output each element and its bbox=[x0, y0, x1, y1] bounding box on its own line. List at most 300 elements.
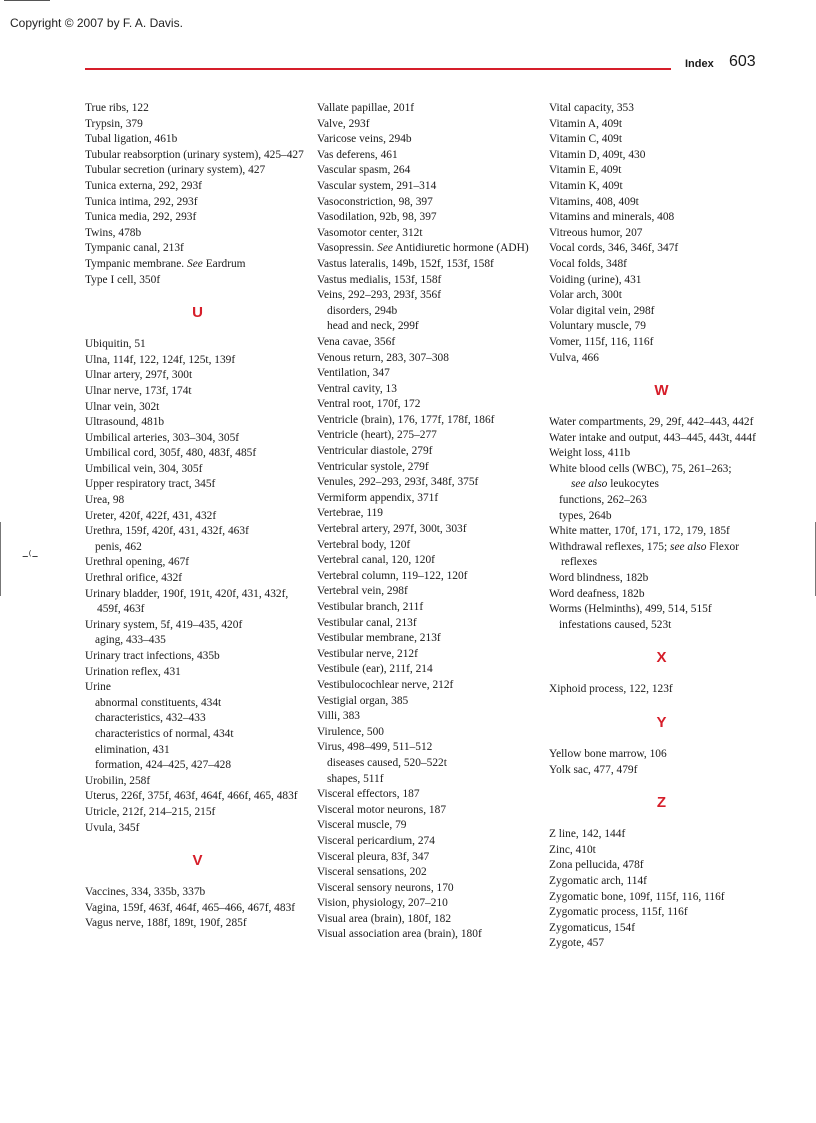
entry-text: Ulnar vein, 302t bbox=[85, 400, 160, 413]
index-entry bbox=[549, 763, 774, 779]
index-entry bbox=[317, 195, 542, 211]
index-entry bbox=[549, 257, 774, 273]
entry-text: Tunica media, 292, 293f bbox=[85, 211, 197, 224]
index-column-1 bbox=[85, 101, 310, 932]
entry-text: Vasomotor center, 312t bbox=[317, 226, 423, 239]
entry-text: Ventricle (brain), 176, 177f, 178f, 186f bbox=[317, 413, 495, 426]
entry-text: Tubular secretion (urinary system), 427 bbox=[85, 164, 266, 177]
entry-text: Volar arch, 300t bbox=[549, 289, 622, 302]
index-entry bbox=[549, 446, 774, 462]
index-subentry bbox=[85, 743, 310, 759]
entry-text: elimination, 431 bbox=[95, 743, 170, 756]
entry-text: Tympanic membrane. bbox=[85, 257, 185, 270]
index-subentry bbox=[85, 758, 310, 774]
index-entry bbox=[549, 587, 774, 603]
index-entry bbox=[317, 335, 542, 351]
index-entry bbox=[549, 540, 774, 571]
index-entry bbox=[85, 446, 310, 462]
entry-text: Venous return, 283, 307–308 bbox=[317, 351, 449, 364]
entry-text: Vermiform appendix, 371f bbox=[317, 491, 439, 504]
entry-text: Volar digital vein, 298f bbox=[549, 304, 655, 317]
entry-text: Vallate papillae, 201f bbox=[317, 102, 415, 114]
index-entry bbox=[85, 587, 310, 618]
index-entry bbox=[549, 415, 774, 431]
entry-text: types, 264b bbox=[559, 509, 612, 522]
entry-text: Urination reflex, 431 bbox=[85, 665, 181, 678]
index-entry bbox=[317, 818, 542, 834]
cross-reference-label: see also bbox=[670, 540, 707, 553]
entry-text: Vitamin E, 409t bbox=[549, 164, 622, 177]
entry-text: Vasodilation, 92b, 98, 397 bbox=[317, 211, 437, 224]
index-entry bbox=[85, 774, 310, 790]
entry-text: Ventral root, 170f, 172 bbox=[317, 398, 421, 411]
entry-text: V bbox=[192, 852, 203, 870]
entry-text: Visual association area (brain), 180f bbox=[317, 928, 482, 941]
index-entry bbox=[549, 335, 774, 351]
entry-text: Vitamin C, 409t bbox=[549, 133, 623, 146]
entry-text: Zygomatic process, 115f, 116f bbox=[549, 906, 688, 919]
entry-text: Vocal cords, 346, 346f, 347f bbox=[549, 242, 679, 255]
index-entry bbox=[85, 649, 310, 665]
entry-text: Zygomaticus, 154f bbox=[549, 921, 636, 934]
entry-text: Vision, physiology, 207–210 bbox=[317, 897, 448, 910]
index-entry bbox=[85, 916, 310, 932]
entry-text: Vitreous humor, 207 bbox=[549, 226, 643, 239]
index-entry bbox=[85, 431, 310, 447]
index-entry bbox=[549, 132, 774, 148]
index-entry bbox=[549, 874, 774, 890]
entry-text: Vestibulocochlear nerve, 212f bbox=[317, 678, 454, 691]
entry-text: Visceral motor neurons, 187 bbox=[317, 803, 447, 816]
index-entry bbox=[317, 226, 542, 242]
entry-text: Ulnar nerve, 173f, 174t bbox=[85, 384, 192, 397]
entry-text: Villi, 383 bbox=[317, 710, 360, 723]
entry-text: Vascular spasm, 264 bbox=[317, 164, 411, 177]
index-entry bbox=[317, 553, 542, 569]
index-entry bbox=[85, 148, 310, 164]
header-rule bbox=[85, 68, 671, 70]
entry-text: Vitamins, 408, 409t bbox=[549, 195, 639, 208]
page-number: 603 bbox=[729, 53, 756, 70]
index-entry bbox=[317, 506, 542, 522]
index-entry bbox=[317, 117, 542, 133]
entry-text: Uvula, 345f bbox=[85, 821, 140, 834]
index-entry bbox=[85, 680, 310, 696]
entry-text: Zygomatic bone, 109f, 115f, 116, 116f bbox=[549, 890, 725, 903]
index-entry bbox=[85, 273, 310, 289]
cross-reference-label: See bbox=[187, 257, 203, 270]
index-entry bbox=[317, 584, 542, 600]
entry-text: Ulna, 114f, 122, 124f, 125t, 139f bbox=[85, 353, 236, 366]
entry-text: Vomer, 115f, 116, 116f bbox=[549, 335, 654, 348]
index-entry bbox=[549, 571, 774, 587]
entry-text: Ventricular diastole, 279f bbox=[317, 445, 433, 458]
entry-text: Umbilical arteries, 303–304, 305f bbox=[85, 431, 240, 444]
index-entry bbox=[85, 415, 310, 431]
entry-text: Voiding (urine), 431 bbox=[549, 273, 642, 286]
entry-text: Valve, 293f bbox=[317, 117, 370, 130]
entry-text: Vitamin K, 409t bbox=[549, 179, 623, 192]
index-entry bbox=[317, 662, 542, 678]
entry-text: Urethral orifice, 432f bbox=[85, 572, 183, 585]
entry-text: Withdrawal reflexes, 175; bbox=[549, 540, 668, 553]
index-entry bbox=[549, 148, 774, 164]
entry-text: Ventilation, 347 bbox=[317, 367, 390, 380]
index-entry bbox=[549, 524, 774, 540]
entry-text: U bbox=[192, 304, 203, 322]
section-letter bbox=[85, 852, 310, 870]
index-entry bbox=[85, 509, 310, 525]
entry-text: Tubular reabsorption (urinary system), 425–427 bbox=[85, 148, 304, 161]
index-entry bbox=[549, 273, 774, 289]
index-entry bbox=[549, 210, 774, 226]
index-entry bbox=[549, 431, 774, 447]
section-letter bbox=[549, 714, 774, 732]
index-entry bbox=[317, 647, 542, 663]
entry-text: Vena cavae, 356f bbox=[317, 335, 396, 348]
index-entry bbox=[549, 195, 774, 211]
entry-text: Vas deferens, 461 bbox=[317, 148, 398, 161]
entry-text: penis, 462 bbox=[95, 540, 142, 553]
index-entry bbox=[317, 631, 542, 647]
entry-text: Urethral opening, 467f bbox=[85, 556, 190, 569]
entry-text: Vitamins and minerals, 408 bbox=[549, 211, 675, 224]
index-entry bbox=[85, 665, 310, 681]
entry-text: Vestibular nerve, 212f bbox=[317, 647, 418, 660]
entry-text: Vasoconstriction, 98, 397 bbox=[317, 195, 433, 208]
index-subentry bbox=[549, 493, 774, 509]
index-entry bbox=[85, 901, 310, 917]
index-subentry bbox=[317, 304, 542, 320]
entry-text: Urine bbox=[85, 681, 111, 694]
index-entry bbox=[549, 905, 774, 921]
entry-text: Upper respiratory tract, 345f bbox=[85, 478, 216, 491]
index-entry bbox=[549, 827, 774, 843]
index-entry bbox=[85, 400, 310, 416]
index-entry bbox=[317, 896, 542, 912]
index-entry bbox=[317, 273, 542, 289]
index-entry bbox=[549, 843, 774, 859]
entry-text: Vaccines, 334, 335b, 337b bbox=[85, 886, 206, 899]
index-entry bbox=[317, 740, 542, 756]
entry-text: Twins, 478b bbox=[85, 226, 142, 239]
cross-reference-target: Eardrum bbox=[205, 257, 246, 270]
entry-text: Visceral sensory neurons, 170 bbox=[317, 881, 454, 894]
section-letter bbox=[549, 649, 774, 667]
index-subentry bbox=[549, 509, 774, 525]
index-entry bbox=[549, 241, 774, 257]
entry-text: head and neck, 299f bbox=[327, 320, 419, 333]
index-entry bbox=[317, 382, 542, 398]
index-entry bbox=[85, 163, 310, 179]
index-entry bbox=[317, 787, 542, 803]
index-entry bbox=[549, 163, 774, 179]
index-entry bbox=[85, 195, 310, 211]
index-entry bbox=[549, 319, 774, 335]
index-subentry bbox=[85, 711, 310, 727]
entry-text: Ultrasound, 481b bbox=[85, 416, 165, 429]
index-entry bbox=[317, 460, 542, 476]
index-entry bbox=[85, 493, 310, 509]
entry-text: infestations caused, 523t bbox=[559, 618, 672, 631]
index-entry bbox=[317, 241, 542, 257]
entry-text: Vertebral body, 120f bbox=[317, 538, 411, 551]
entry-text: Vertebral vein, 298f bbox=[317, 585, 408, 598]
entry-text: Vestibular membrane, 213f bbox=[317, 632, 441, 645]
entry-text: Vertebral artery, 297f, 300t, 303f bbox=[317, 523, 467, 536]
entry-text: characteristics of normal, 434t bbox=[95, 727, 234, 740]
index-subentry bbox=[85, 540, 310, 556]
index-entry bbox=[85, 241, 310, 257]
index-entry bbox=[85, 257, 310, 273]
index-entry bbox=[85, 555, 310, 571]
entry-text: Ureter, 420f, 422f, 431, 432f bbox=[85, 509, 217, 522]
index-entry bbox=[85, 805, 310, 821]
index-entry bbox=[317, 366, 542, 382]
entry-text: Z bbox=[656, 794, 667, 812]
entry-text: Z line, 142, 144f bbox=[549, 828, 626, 841]
index-entry bbox=[317, 912, 542, 928]
index-subentry bbox=[85, 633, 310, 649]
index-entry bbox=[317, 444, 542, 460]
entry-text: Umbilical vein, 304, 305f bbox=[85, 462, 203, 475]
entry-text: Visceral pleura, 83f, 347 bbox=[317, 850, 430, 863]
entry-text: Vestibular branch, 211f bbox=[317, 601, 424, 613]
entry-text: Zygote, 457 bbox=[549, 937, 605, 950]
entry-text: Yellow bone marrow, 106 bbox=[549, 748, 667, 760]
index-entry bbox=[549, 890, 774, 906]
entry-text: Varicose veins, 294b bbox=[317, 133, 412, 146]
index-entry bbox=[549, 747, 774, 763]
index-entry bbox=[85, 132, 310, 148]
index-entry bbox=[317, 163, 542, 179]
entry-text: Urinary tract infections, 435b bbox=[85, 650, 220, 662]
entry-text: Visceral sensations, 202 bbox=[317, 866, 427, 879]
index-entry bbox=[317, 428, 542, 444]
entry-text: characteristics, 432–433 bbox=[95, 712, 206, 725]
index-entry bbox=[317, 616, 542, 632]
index-entry bbox=[85, 384, 310, 400]
entry-text: aging, 433–435 bbox=[95, 634, 166, 647]
index-entry bbox=[549, 462, 774, 478]
index-entry bbox=[85, 821, 310, 837]
index-subentry bbox=[85, 696, 310, 712]
entry-text: Visceral pericardium, 274 bbox=[317, 834, 435, 847]
index-entry bbox=[317, 881, 542, 897]
index-entry bbox=[85, 789, 310, 805]
index-entry bbox=[317, 600, 542, 616]
index-column-3 bbox=[549, 101, 774, 952]
entry-text: Zinc, 410t bbox=[549, 843, 596, 856]
index-entry bbox=[85, 210, 310, 226]
index-entry bbox=[549, 602, 774, 618]
index-entry bbox=[85, 368, 310, 384]
entry-text: Urinary system, 5f, 419–435, 420f bbox=[85, 618, 243, 631]
entry-text: formation, 424–425, 427–428 bbox=[95, 759, 232, 772]
entry-text: Urobilin, 258f bbox=[85, 774, 151, 787]
cross-reference-target: Antidiuretic hormone (ADH) bbox=[395, 242, 529, 255]
entry-text: Yolk sac, 477, 479f bbox=[549, 763, 638, 776]
index-subentry bbox=[317, 756, 542, 772]
cross-reference-label: see also bbox=[571, 478, 608, 491]
index-subentry bbox=[85, 727, 310, 743]
entry-text: Zygomatic arch, 114f bbox=[549, 874, 647, 887]
index-entry bbox=[85, 101, 310, 117]
entry-text: Virus, 498–499, 511–512 bbox=[317, 741, 433, 754]
entry-text: Zona pellucida, 478f bbox=[549, 859, 644, 872]
index-entry bbox=[317, 927, 542, 943]
index-entry bbox=[549, 117, 774, 133]
entry-text: Vastus lateralis, 149b, 152f, 153f, 158f bbox=[317, 257, 494, 270]
entry-text: Visual area (brain), 180f, 182 bbox=[317, 912, 452, 925]
entry-text: Tubal ligation, 461b bbox=[85, 133, 178, 146]
index-column-2 bbox=[317, 101, 542, 943]
index-entry bbox=[317, 397, 542, 413]
index-entry bbox=[549, 288, 774, 304]
entry-text: Vagina, 159f, 463f, 464f, 465–466, 467f, 483f bbox=[85, 901, 296, 914]
entry-text: diseases caused, 520–522t bbox=[327, 756, 447, 769]
entry-text: Vitamin A, 409t bbox=[549, 117, 623, 130]
cross-reference-label: See bbox=[377, 242, 393, 255]
index-entry bbox=[317, 678, 542, 694]
running-head-section: Index bbox=[685, 58, 714, 70]
entry-text: Utricle, 212f, 214–215, 215f bbox=[85, 805, 216, 818]
entry-text: Vertebrae, 119 bbox=[317, 507, 383, 520]
entry-text: Word blindness, 182b bbox=[549, 572, 649, 585]
index-entry bbox=[317, 803, 542, 819]
entry-text: Y bbox=[656, 714, 667, 731]
index-entry bbox=[549, 921, 774, 937]
entry-text: Ventral cavity, 13 bbox=[317, 382, 397, 395]
entry-text: Vertebral canal, 120, 120f bbox=[317, 554, 435, 567]
index-entry bbox=[549, 226, 774, 242]
index-entry bbox=[317, 694, 542, 710]
section-letter bbox=[85, 304, 310, 322]
entry-text: Venules, 292–293, 293f, 348f, 375f bbox=[317, 476, 479, 489]
cross-reference-target: Flexor reflexes bbox=[561, 540, 740, 569]
index-entry bbox=[85, 337, 310, 353]
index-subentry bbox=[549, 477, 774, 493]
entry-text: Vagus nerve, 188f, 189t, 190f, 285f bbox=[85, 917, 247, 930]
index-entry bbox=[85, 571, 310, 587]
entry-text: Vertebral column, 119–122, 120f bbox=[317, 569, 468, 582]
entry-text: Veins, 292–293, 293f, 356f bbox=[317, 289, 442, 302]
index-entry bbox=[317, 491, 542, 507]
index-entry bbox=[317, 834, 542, 850]
entry-text: X bbox=[656, 649, 667, 667]
index-entry bbox=[317, 725, 542, 741]
entry-text: Ubiquitin, 51 bbox=[85, 338, 146, 351]
index-entry bbox=[85, 226, 310, 242]
entry-text: Vascular system, 291–314 bbox=[317, 179, 437, 192]
index-entry bbox=[85, 885, 310, 901]
index-entry bbox=[85, 618, 310, 634]
entry-text: Vocal folds, 348f bbox=[549, 257, 627, 270]
entry-text: Umbilical cord, 305f, 480, 483f, 485f bbox=[85, 447, 257, 460]
index-entry bbox=[85, 117, 310, 133]
entry-text: Tunica intima, 292, 293f bbox=[85, 195, 198, 208]
index-entry bbox=[317, 475, 542, 491]
entry-text: Xiphoid process, 122, 123f bbox=[549, 683, 673, 696]
entry-text: Vestibule (ear), 211f, 214 bbox=[317, 663, 433, 676]
entry-text: Trypsin, 379 bbox=[85, 117, 143, 130]
entry-text: Visceral effectors, 187 bbox=[317, 788, 420, 801]
index-entry bbox=[85, 462, 310, 478]
index-entry bbox=[317, 569, 542, 585]
entry-text: Urethra, 159f, 420f, 431, 432f, 463f bbox=[85, 525, 249, 538]
index-entry bbox=[317, 288, 542, 304]
entry-text: disorders, 294b bbox=[327, 304, 398, 317]
index-entry bbox=[549, 936, 774, 952]
entry-text: abnormal constituents, 434t bbox=[95, 696, 222, 709]
entry-text: functions, 262–263 bbox=[559, 494, 647, 507]
entry-text: Uterus, 226f, 375f, 463f, 464f, 466f, 465, 483f bbox=[85, 790, 298, 803]
entry-text: W bbox=[654, 382, 669, 400]
entry-text: Vulva, 466 bbox=[549, 351, 599, 364]
index-entry bbox=[549, 682, 774, 698]
index-entry bbox=[317, 709, 542, 725]
index-entry bbox=[317, 148, 542, 164]
section-letter bbox=[549, 794, 774, 812]
crop-mark-left bbox=[0, 522, 1, 596]
entry-text: Word deafness, 182b bbox=[549, 587, 645, 600]
entry-text: Ventricular systole, 279f bbox=[317, 460, 429, 473]
index-entry bbox=[549, 101, 774, 117]
section-letter bbox=[549, 382, 774, 400]
index-entry bbox=[317, 865, 542, 881]
index-entry bbox=[317, 351, 542, 367]
entry-text: Worms (Helminths), 499, 514, 515f bbox=[549, 603, 712, 616]
index-entry bbox=[549, 351, 774, 367]
index-entry bbox=[549, 304, 774, 320]
entry-text: White matter, 170f, 171, 172, 179, 185f bbox=[549, 525, 730, 538]
entry-text: Urinary bladder, 190f, 191t, 420f, 431, 432f, 459f, 463f bbox=[85, 587, 289, 616]
entry-text: Tunica externa, 292, 293f bbox=[85, 179, 202, 192]
entry-text: Water intake and output, 443–445, 443t, 444f bbox=[549, 431, 756, 444]
cross-reference-target: leukocytes bbox=[610, 478, 659, 491]
entry-text: Type I cell, 350f bbox=[85, 273, 161, 286]
index-entry bbox=[85, 477, 310, 493]
index-entry bbox=[317, 101, 542, 117]
index-entry bbox=[85, 179, 310, 195]
entry-text: Voluntary muscle, 79 bbox=[549, 320, 646, 333]
index-entry bbox=[317, 132, 542, 148]
index-subentry bbox=[317, 319, 542, 335]
entry-text: Vastus medialis, 153f, 158f bbox=[317, 273, 442, 286]
index-entry bbox=[85, 353, 310, 369]
entry-text: Water compartments, 29, 29f, 442–443, 442f bbox=[549, 416, 754, 429]
entry-text: Vital capacity, 353 bbox=[549, 102, 634, 114]
index-subentry bbox=[317, 772, 542, 788]
entry-text: White blood cells (WBC), 75, 261–263; bbox=[549, 462, 732, 475]
index-entry bbox=[549, 858, 774, 874]
index-entry bbox=[317, 538, 542, 554]
top-edge-line bbox=[4, 0, 50, 1]
copyright-notice: Copyright © 2007 by F. A. Davis. bbox=[10, 16, 183, 30]
entry-text: shapes, 511f bbox=[327, 772, 384, 785]
entry-text: Tympanic canal, 213f bbox=[85, 242, 184, 255]
entry-text: Ventricle (heart), 275–277 bbox=[317, 429, 437, 442]
index-entry bbox=[549, 179, 774, 195]
index-entry bbox=[317, 210, 542, 226]
entry-text: Vestibular canal, 213f bbox=[317, 616, 417, 629]
entry-text: Weight loss, 411b bbox=[549, 447, 631, 460]
entry-text: Vestigial organ, 385 bbox=[317, 694, 409, 707]
index-entry bbox=[317, 179, 542, 195]
index-entry bbox=[317, 257, 542, 273]
entry-text: True ribs, 122 bbox=[85, 102, 149, 114]
index-entry bbox=[85, 524, 310, 540]
